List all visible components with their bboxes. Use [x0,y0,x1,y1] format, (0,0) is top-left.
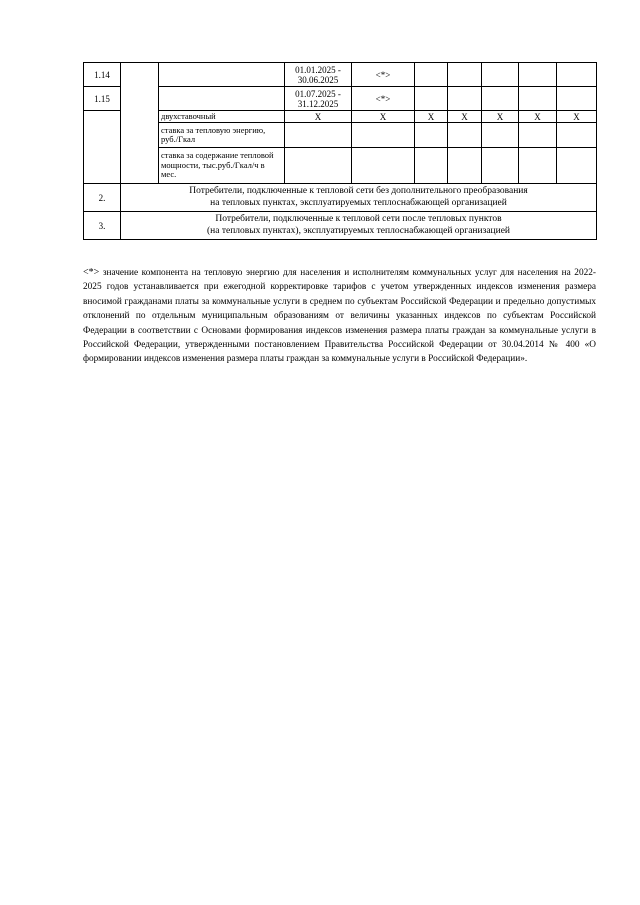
blank-cell [519,63,557,87]
row-number: 1.14 [84,63,121,87]
period-cell: 01.01.2025 - 30.06.2025 [285,63,352,87]
blank-cell [352,123,415,148]
blank-cell [415,123,448,148]
footnote [83,266,596,367]
blank-cell [415,148,448,184]
blank-cell [84,111,121,184]
period-cell: 01.07.2025 - 31.12.2025 [285,87,352,111]
row-number: 2. [84,184,121,212]
footnote-text: значение компонента на тепловую энергию для населения и исполнителям коммунальных услуг для населения на 2022-2025 годов устанавливается при ежегодной корректировке тарифов с учетом утвержденных индексов изменения размера вносимой гражданами платы за коммунальные услуги в среднем по субъектам Российской Федерации и предельно допустимых отклонений по отдельным муниципальным образованиям от величины указанных индексов по субъектам Российской Федерации в соответствии с Основами формирования индексов изменения размера платы граждан за коммунальные услуги в Российской Федерации, утвержденными постановлением Правительства Российской Федерации от 30.04.2014 № 400 «О формировании индексов изменения размера платы граждан за коммунальные услуги в Российской Федерации». [83,268,596,365]
blank-cell [448,123,482,148]
blank-cell [482,148,519,184]
consumer-group-line: на тепловых пунктах, эксплуатируемых теплоснабжающей организацией [210,197,507,208]
footnote-mark: <*> [83,267,100,278]
table-row [84,123,597,148]
consumer-group-cell [121,184,597,212]
blank-cell [482,87,519,111]
blank-cell [482,123,519,148]
x-mark: X [448,111,482,123]
table-row [84,63,597,87]
table-row [84,87,597,111]
blank-cell [519,148,557,184]
blank-cell [415,63,448,87]
blank-cell [557,63,597,87]
consumer-group-cell [121,212,597,240]
table-row [84,184,597,212]
blank-cell [285,123,352,148]
blank-cell [415,87,448,111]
blank-cell [557,148,597,184]
value-cell: <*> [352,87,415,111]
table-row [84,111,597,123]
blank-cell [121,63,159,184]
two-part-label: двухставочный [159,111,285,123]
blank-cell [557,87,597,111]
table-row [84,148,597,184]
blank-cell [448,63,482,87]
x-mark: X [285,111,352,123]
blank-cell [352,148,415,184]
blank-cell [159,63,285,87]
blank-cell [448,87,482,111]
energy-rate-label: ставка за тепловую энергию, руб./Гкал [159,123,285,148]
x-mark: X [557,111,597,123]
blank-cell [159,87,285,111]
consumer-group-line: Потребители, подключенные к тепловой сети без дополнительного преобразования [189,186,528,196]
x-mark: X [519,111,557,123]
x-mark: X [352,111,415,123]
capacity-rate-label: ставка за содержание тепловой мощности, тыс.руб./Гкал/ч в мес. [159,148,285,184]
blank-cell [448,148,482,184]
blank-cell [519,123,557,148]
row-number: 3. [84,212,121,240]
consumer-group-line: Потребители, подключенные к тепловой сети после тепловых пунктов [215,214,502,224]
x-mark: X [415,111,448,123]
blank-cell [557,123,597,148]
blank-cell [285,148,352,184]
row-number: 1.15 [84,87,121,111]
blank-cell [519,87,557,111]
table-row [84,212,597,240]
blank-cell [482,63,519,87]
value-cell: <*> [352,63,415,87]
x-mark: X [482,111,519,123]
tariff-table [83,62,597,240]
consumer-group-line: (на тепловых пунктах), эксплуатируемых теплоснабжающей организацией [206,225,511,236]
